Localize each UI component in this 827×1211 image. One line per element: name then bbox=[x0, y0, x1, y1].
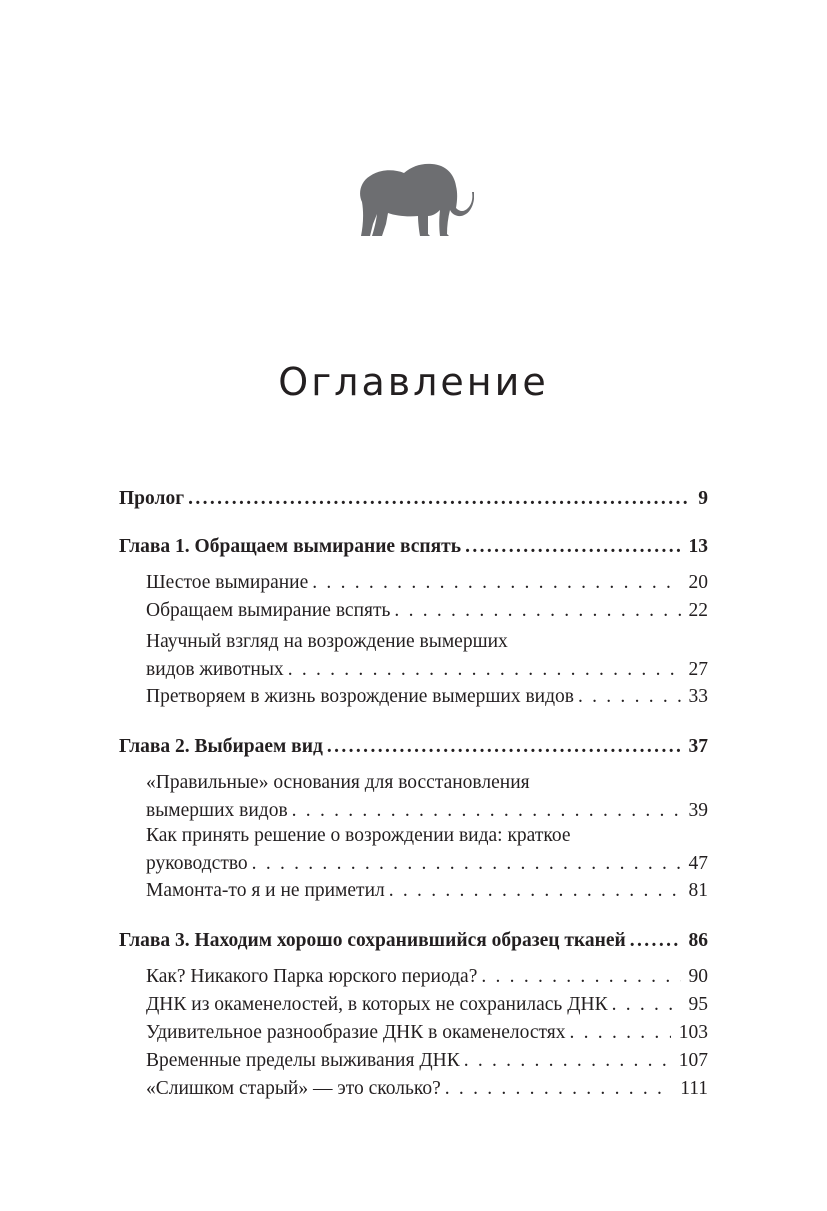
toc-page-number: 95 bbox=[688, 994, 708, 1015]
toc-page-number: 111 bbox=[680, 1078, 708, 1099]
dot-leader bbox=[389, 876, 681, 906]
toc-page-number: 90 bbox=[688, 966, 708, 987]
toc-entry-sixth-extinction[interactable] bbox=[146, 568, 708, 598]
dot-leader bbox=[292, 796, 681, 826]
toc-entry-prologue[interactable] bbox=[119, 484, 708, 514]
toc-entry-label-line-1: Как принять решение о возрождении вида: краткое bbox=[146, 825, 571, 846]
toc-entry-chapter-1[interactable] bbox=[119, 532, 708, 562]
toc-entry-label: Глава 3. Находим хорошо сохранившийся образец тканей bbox=[119, 930, 626, 951]
toc-entry-too-old[interactable] bbox=[146, 1074, 708, 1104]
dot-leader bbox=[394, 596, 680, 626]
page-title: Оглавление bbox=[278, 360, 549, 404]
toc-entry-label: «Слишком старый» — это сколько? bbox=[146, 1078, 441, 1099]
toc-entry-chapter-3[interactable] bbox=[119, 926, 708, 956]
toc-entry-scientific-view[interactable] bbox=[146, 629, 708, 685]
dot-leader bbox=[465, 532, 680, 562]
dot-leader bbox=[288, 655, 681, 685]
toc-entry-label-line-2: руководство bbox=[146, 853, 248, 874]
toc-entry-decision-guide[interactable] bbox=[146, 823, 708, 879]
toc-entry-right-reasons[interactable] bbox=[146, 770, 708, 826]
toc-entry-label-line-1: «Правильные» основания для восстановления bbox=[146, 772, 530, 793]
toc-entry-mammoth[interactable] bbox=[146, 876, 708, 906]
toc-entry-label: Пролог bbox=[119, 488, 185, 509]
toc-page-number: 81 bbox=[688, 880, 708, 901]
dot-leader bbox=[464, 1046, 671, 1076]
toc-page-number: 27 bbox=[688, 659, 708, 680]
dot-leader bbox=[252, 849, 681, 879]
toc-page-number: 103 bbox=[678, 1022, 708, 1043]
dot-leader bbox=[578, 682, 681, 712]
toc-entry-label-line-1: Научный взгляд на возрождение вымерших bbox=[146, 631, 508, 652]
dot-leader bbox=[630, 926, 681, 956]
toc-entry-label: Претворяем в жизнь возрождение вымерших видов bbox=[146, 686, 574, 707]
toc-entry-dna-diversity[interactable] bbox=[146, 1018, 708, 1048]
toc-entry-label: Глава 1. Обращаем вымирание вспять bbox=[119, 536, 462, 557]
toc-entry-dna-survival-limits[interactable] bbox=[146, 1046, 708, 1076]
toc-page-number: 13 bbox=[688, 536, 708, 557]
toc-entry-reversing-extinction[interactable] bbox=[146, 596, 708, 626]
toc-entry-label: Временные пределы выживания ДНК bbox=[146, 1050, 460, 1071]
toc-page-number: 37 bbox=[688, 736, 708, 757]
toc-entry-label: Как? Никакого Парка юрского периода? bbox=[146, 966, 478, 987]
toc-entry-label: Обращаем вымирание вспять bbox=[146, 600, 391, 621]
toc-entry-chapter-2[interactable] bbox=[119, 732, 708, 762]
toc-page-number: 33 bbox=[688, 686, 708, 707]
toc-entry-label: Глава 2. Выбираем вид bbox=[119, 736, 323, 757]
dot-leader bbox=[445, 1074, 672, 1104]
toc-entry-label-line-2: видов животных bbox=[146, 659, 284, 680]
dot-leader bbox=[188, 484, 690, 514]
toc-entry-label: Удивительное разнообразие ДНК в окаменелостях bbox=[146, 1022, 566, 1043]
toc-entry-label: Шестое вымирание bbox=[146, 572, 309, 593]
dot-leader bbox=[481, 962, 680, 992]
mammoth-icon bbox=[356, 158, 474, 240]
toc-page-number: 22 bbox=[688, 600, 708, 621]
dot-leader bbox=[612, 990, 681, 1020]
toc-entry-no-jurassic-park[interactable] bbox=[146, 962, 708, 992]
toc-entry-label: ДНК из окаменелостей, в которых не сохранилась ДНК bbox=[146, 994, 608, 1015]
toc-page-number: 39 bbox=[688, 800, 708, 821]
toc-entry-dna-from-fossils[interactable] bbox=[146, 990, 708, 1020]
toc-entry-putting-into-practice[interactable] bbox=[146, 682, 708, 712]
toc-entry-label: Мамонта-то я и не приметил bbox=[146, 880, 385, 901]
toc-page-number: 9 bbox=[698, 488, 708, 509]
toc-page-number: 20 bbox=[688, 572, 708, 593]
dot-leader bbox=[327, 732, 681, 762]
toc-entry-label-line-2: вымерших видов bbox=[146, 800, 288, 821]
dot-leader bbox=[312, 568, 680, 598]
toc-page-number: 107 bbox=[678, 1050, 708, 1071]
toc-page-number: 86 bbox=[688, 930, 708, 951]
toc-page-number: 47 bbox=[688, 853, 708, 874]
dot-leader bbox=[570, 1018, 671, 1048]
